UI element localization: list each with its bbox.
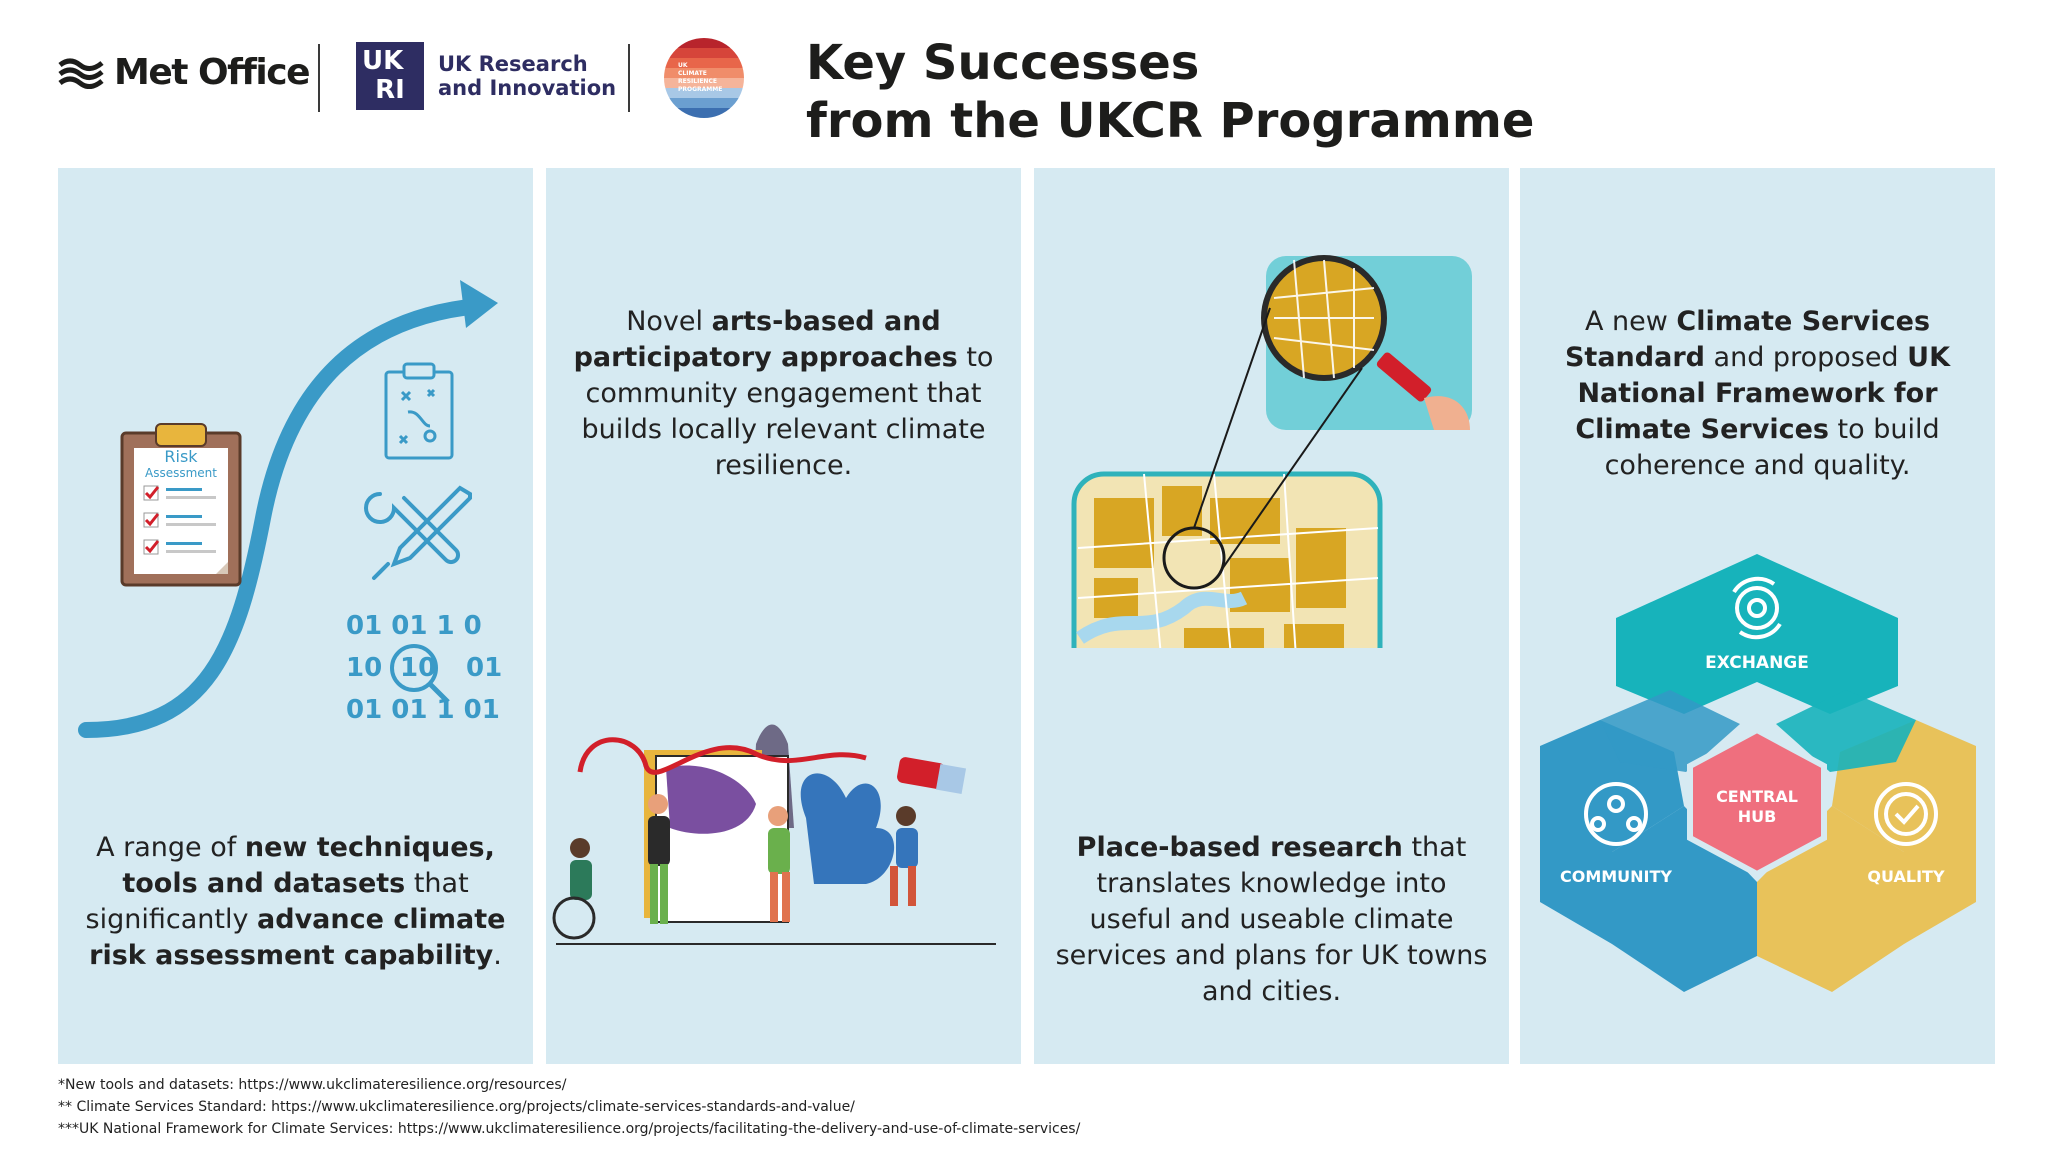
strategy-board-icon (386, 364, 452, 458)
hex-quality-label: QUALITY (1867, 867, 1945, 886)
ukri-name (438, 52, 616, 100)
text-run-bold: new techniques, tools and datasets (122, 832, 495, 899)
ukcr-stripes-icon (664, 38, 744, 118)
hex-exchange-label: EXCHANGE (1705, 653, 1809, 673)
text-run-bold: Climate Services Standard (1564, 306, 1931, 373)
ukcr-line1: UK (678, 62, 688, 69)
person-body (570, 860, 592, 900)
person-head (570, 838, 590, 858)
panel-place (1034, 168, 1509, 1064)
binary-top: 01 01 1 0 (346, 611, 482, 641)
page-title (806, 34, 1534, 150)
header-divider (318, 44, 320, 112)
met-office-wave-icon (58, 57, 106, 89)
text-run: to community engagement that builds locally relevant climate resilience. (581, 342, 994, 481)
text-run: that translates knowledge into useful and useable climate services and plans for UK towns and cities. (1055, 832, 1488, 1007)
panel-standards-text (1540, 304, 1975, 484)
panel-arts (546, 168, 1021, 1064)
text-run-bold: Place-based research (1076, 832, 1403, 863)
text-run-bold: arts-based and participatory approaches (573, 306, 958, 373)
footnotes (58, 1074, 1080, 1140)
ukri-line1: UK Research (438, 52, 588, 76)
techniques-illustration (58, 168, 533, 768)
panel-techniques-text (78, 830, 513, 974)
map-magnifier-illustration (1034, 168, 1509, 648)
met-office-logo (58, 52, 309, 93)
text-run-bold: UK National Framework for Climate Services (1575, 342, 1951, 445)
text-run: A new (1584, 306, 1677, 337)
text-run: that significantly (85, 868, 469, 935)
ukri-logo (356, 42, 616, 110)
panel-place-text (1054, 830, 1489, 1010)
ukri-letters-top: UK (362, 46, 404, 76)
ukcr-line3: RESILIENCE (678, 78, 717, 85)
panel-standards (1520, 168, 1995, 1064)
hex-central-label-1: CENTRAL (1716, 787, 1798, 806)
binary-mid-center: 10 (400, 653, 437, 683)
arrow-head-icon (460, 280, 498, 328)
panel-techniques (58, 168, 533, 1064)
tools-icon (366, 488, 470, 578)
text-run: . (493, 940, 502, 971)
header-divider (628, 44, 630, 112)
text-run: A range of (96, 832, 245, 863)
text-run: to build coherence and quality. (1604, 414, 1940, 481)
binary-bottom: 01 01 1 01 (346, 695, 500, 725)
title-line1: Key Successes (806, 35, 1200, 91)
footnote: *New tools and datasets: https://www.ukclimateresilience.org/resources/ (58, 1077, 567, 1093)
text-run: and proposed (1704, 342, 1908, 373)
hex-central-label-2: HUB (1737, 807, 1777, 826)
text-run-bold: advance climate risk assessment capability (89, 904, 506, 971)
ukri-mark (356, 42, 424, 110)
hex-community-label: COMMUNITY (1559, 867, 1673, 886)
hex-framework-diagram (1520, 552, 1995, 1012)
text-run: Novel (626, 306, 712, 337)
risk-assessment-clipboard-icon (122, 424, 240, 585)
ukri-letters-bottom: RI (375, 75, 405, 105)
assessment-label: Assessment (145, 466, 217, 480)
ukri-line2: and Innovation (438, 76, 617, 100)
ukcr-line4: PROGRAMME (678, 86, 723, 93)
leaf-shape (801, 773, 894, 884)
binary-mid-left: 10 (346, 653, 383, 683)
footnote: ** Climate Services Standard: https://www.ukclimateresilience.org/projects/climate-services-standards-and-value/ (58, 1099, 855, 1115)
risk-label: Risk (164, 447, 198, 466)
footnote: ***UK National Framework for Climate Services: https://www.ukclimateresilience.org/projects/facilitating-the-delivery-and-use-of-climate-services/ (58, 1121, 1081, 1137)
binary-mid-right: 01 (466, 653, 503, 683)
title-line2: from the UKCR Programme (806, 93, 1535, 149)
wheelchair-icon (554, 898, 594, 938)
ukcr-logo (664, 38, 744, 118)
header (0, 0, 2048, 168)
community-art-illustration (546, 708, 1021, 1008)
met-office-name: Met Office (114, 52, 310, 93)
ukcr-line2: CLIMATE (678, 70, 707, 77)
panel-arts-text (566, 304, 1001, 484)
binary-data-icon (346, 611, 502, 725)
